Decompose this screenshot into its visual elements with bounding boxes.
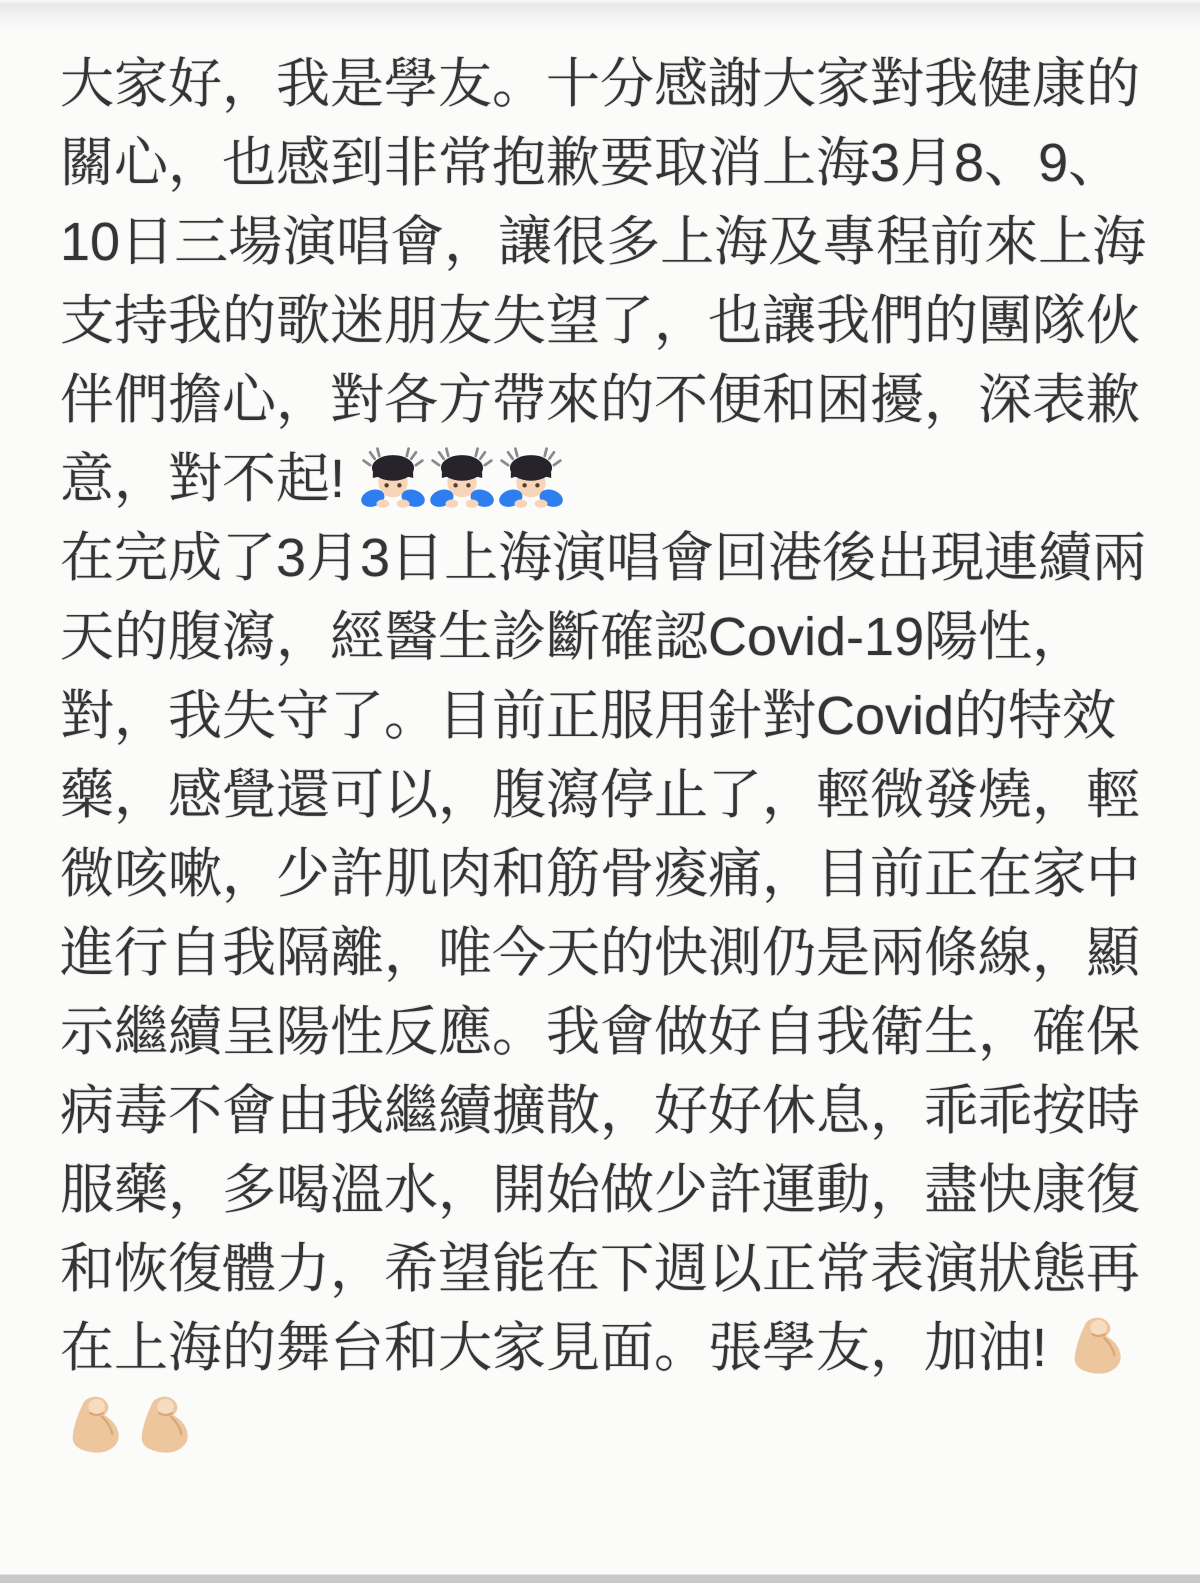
line-text: 支持我的歌迷朋友失望了，也讓我們的團隊伙	[60, 291, 1140, 351]
line-text: 示繼續呈陽性反應。我會做好自我衛生，確保	[60, 1002, 1140, 1062]
text-line	[60, 203, 1148, 282]
flexed-biceps-emoji	[129, 1393, 195, 1459]
line-text: 進行自我隔離，唯今天的快測仍是兩條線，顯	[60, 923, 1140, 983]
photo-bottom-edge	[0, 1574, 1200, 1583]
text-line	[60, 45, 1148, 124]
line-text: 意，對不起!	[60, 449, 361, 509]
line-text: 10日三場演唱會，讓很多上海及專程前來上海	[60, 212, 1147, 272]
text-line	[60, 1151, 1148, 1230]
line-text: 微咳嗽，少許肌肉和筋骨痠痛，目前正在家中	[60, 844, 1140, 904]
text-line	[60, 1309, 1148, 1388]
line-text: 服藥，多喝溫水，開始做少許運動，盡快康復	[60, 1160, 1140, 1220]
line-text: 大家好，我是學友。十分感謝大家對我健康的	[60, 54, 1140, 114]
line-text: 天的腹瀉，經醫生診斷確認Covid-19陽性，	[60, 607, 1087, 667]
line-text: 病毒不會由我繼續擴散，好好休息，乖乖按時	[60, 1081, 1140, 1141]
line-text: 對，我失守了。目前正服用針對Covid的特效	[60, 686, 1117, 746]
text-line	[60, 756, 1148, 835]
text-line	[60, 519, 1148, 598]
text-line	[60, 1388, 1148, 1467]
person-bowing-emoji	[498, 445, 564, 511]
person-bowing-emoji	[360, 445, 426, 511]
text-line	[60, 677, 1148, 756]
text-line	[60, 1230, 1148, 1309]
line-text: 藥，感覺還可以，腹瀉停止了，輕微發燒，輕	[60, 765, 1140, 825]
text-line	[60, 440, 1148, 519]
photo-top-edge	[0, 0, 1200, 30]
line-text: 伴們擔心，對各方帶來的不便和困擾，深表歉	[60, 370, 1140, 430]
line-text: 在完成了3月3日上海演唱會回港後出現連續兩	[60, 528, 1147, 588]
text-line	[60, 1072, 1148, 1151]
line-text: 和恢復體力，希望能在下週以正常表演狀態再	[60, 1239, 1140, 1299]
text-line	[60, 124, 1148, 203]
text-line	[60, 361, 1148, 440]
line-text: 關心，也感到非常抱歉要取消上海3月8、9、	[60, 133, 1123, 193]
flexed-biceps-emoji	[60, 1393, 126, 1459]
statement-text	[60, 45, 1148, 1467]
text-line	[60, 598, 1148, 677]
flexed-biceps-emoji	[1062, 1314, 1128, 1380]
text-line	[60, 993, 1148, 1072]
text-line	[60, 914, 1148, 993]
line-text: 在上海的舞台和大家見面。張學友，加油!	[60, 1318, 1063, 1378]
text-line	[60, 835, 1148, 914]
person-bowing-emoji	[429, 445, 495, 511]
text-line	[60, 282, 1148, 361]
